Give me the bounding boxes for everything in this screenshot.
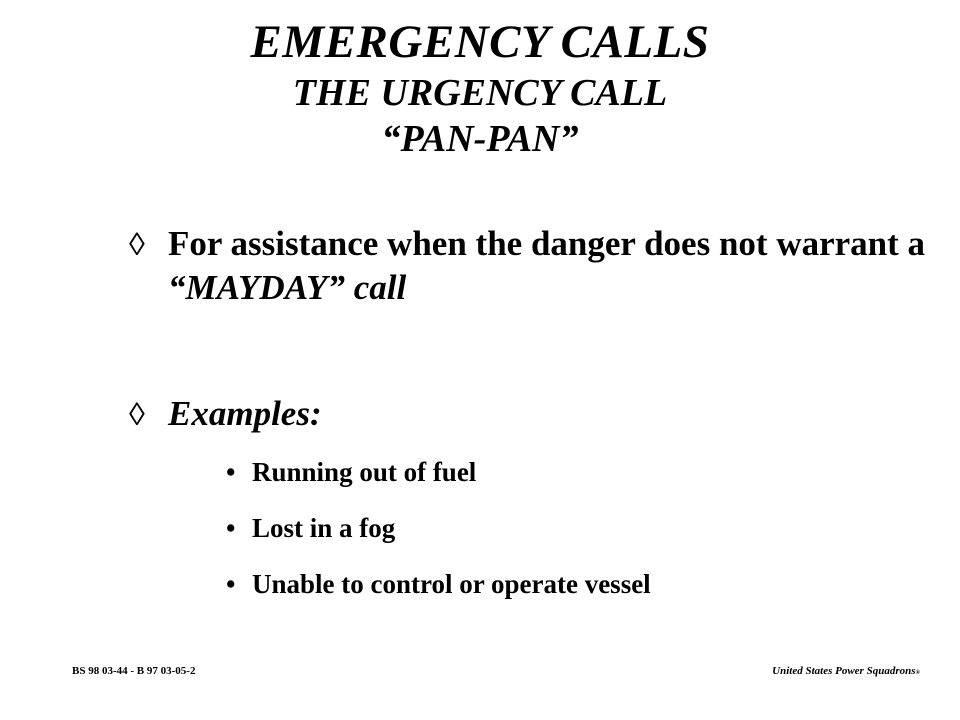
footer-organization-name: United States Power Squadrons [772,665,916,677]
bullet-examples-label: Examples: [168,394,322,433]
example-item-text: Unable to control or operate vessel [252,569,651,599]
title-main: EMERGENCY CALLS [250,16,710,68]
diamond-outline-icon: ◊ [129,396,145,432]
bullet-dot-icon: • [226,569,236,599]
example-item [226,567,651,601]
example-item [226,455,476,489]
example-item-text: Running out of fuel [252,457,477,487]
slide-title [0,14,960,162]
bullet-dot-icon: • [226,457,236,487]
example-item [226,511,395,545]
footer-organization [772,665,920,677]
title-subtitle: THE URGENCY CALL [292,72,668,114]
registered-mark: ® [915,670,920,676]
bullet-assistance-text: For assistance when the danger does not warrant a [168,224,926,263]
footer-reference: BS 98 03-44 - B 97 03-05-2 [72,665,196,677]
bullet-dot-icon: • [226,513,236,543]
diamond-outline-icon: ◊ [129,226,145,262]
example-item-text: Lost in a fog [252,513,396,543]
title-call-name: “PAN-PAN” [381,118,579,160]
bullet-assistance-mayday: “MAYDAY” call [168,268,407,307]
